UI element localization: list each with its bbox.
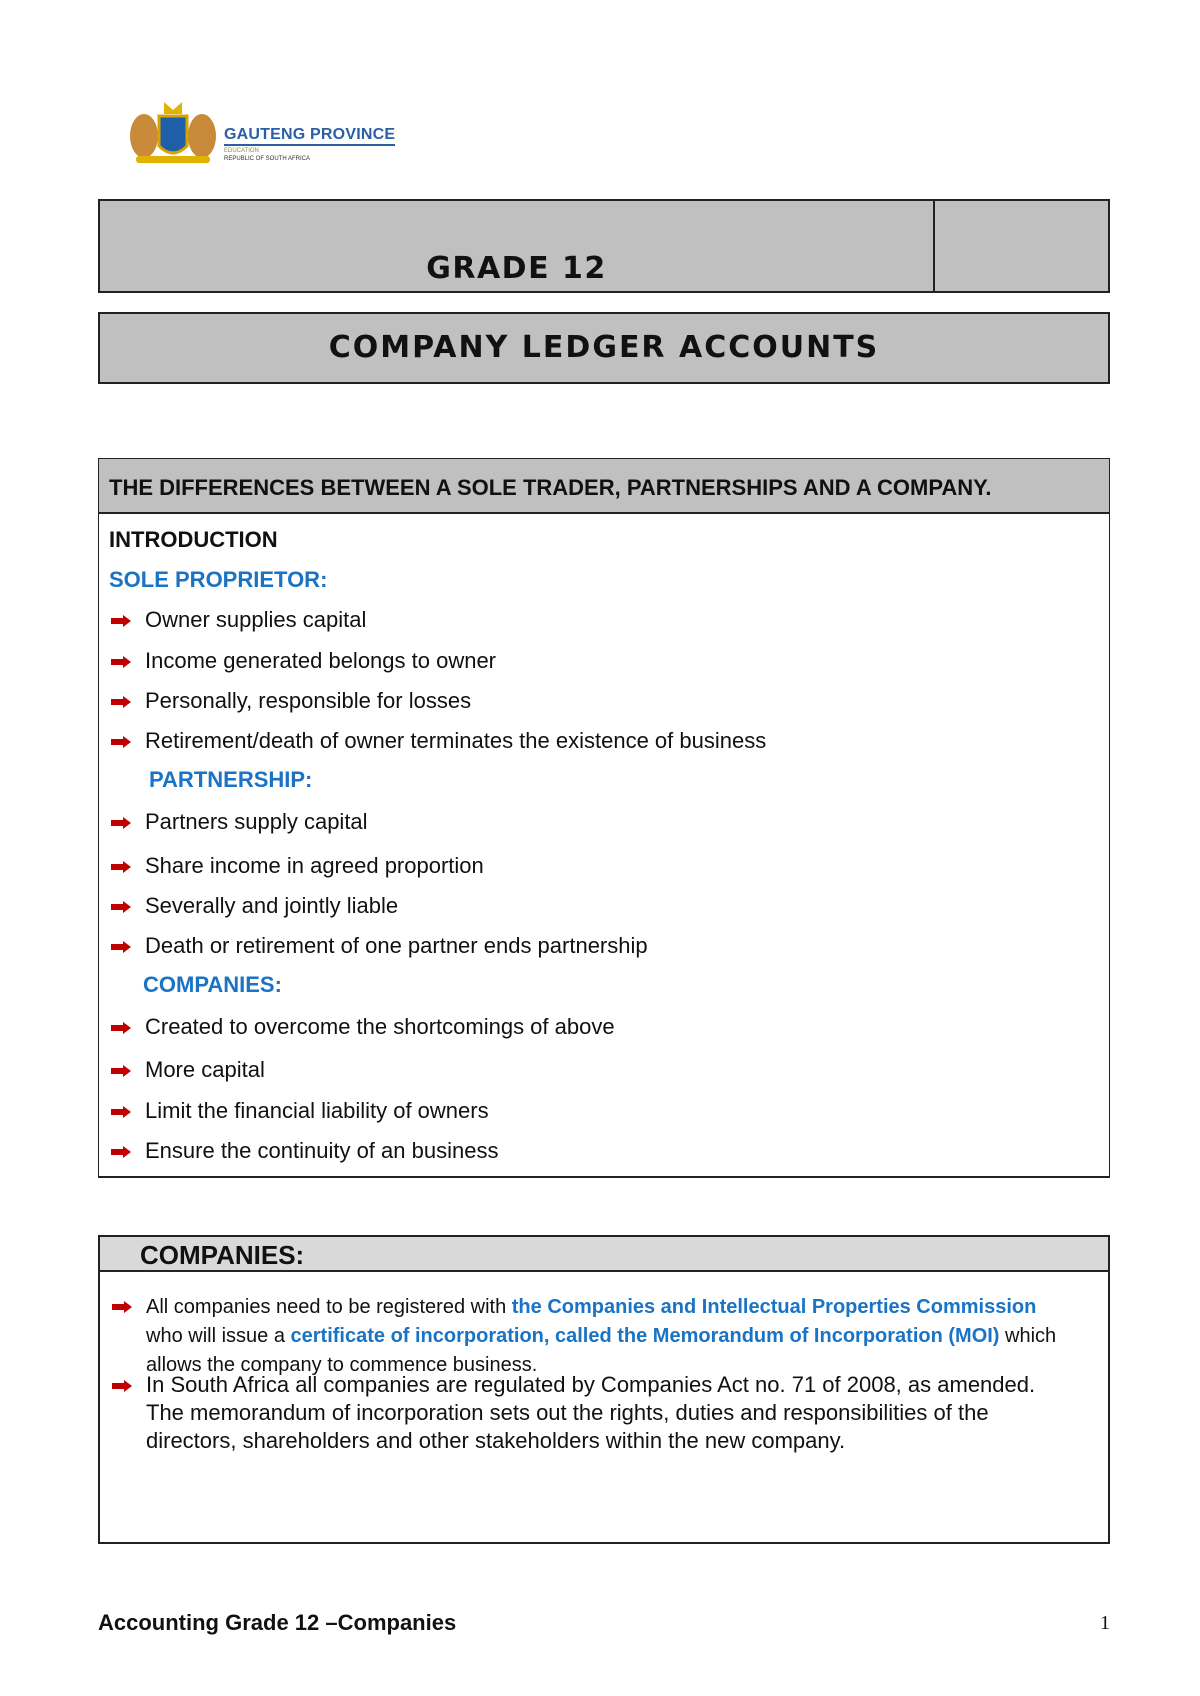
grade-box-divider bbox=[933, 201, 935, 291]
companies-paragraph-registration bbox=[146, 1293, 1066, 1380]
bullet-arrow-icon bbox=[111, 695, 131, 707]
list-item: Created to overcome the shortcomings of above bbox=[145, 1014, 615, 1039]
bullet-arrow-icon bbox=[111, 1105, 131, 1117]
list-item: More capital bbox=[145, 1057, 265, 1082]
bullet-arrow-icon bbox=[111, 900, 131, 912]
bullet-arrow-icon bbox=[111, 655, 131, 667]
bullet-arrow-icon bbox=[112, 1301, 132, 1313]
bullet-arrow-icon bbox=[111, 1021, 131, 1033]
companies-paragraph-act: In South Africa all companies are regulated by Companies Act no. 71 of 2008, as amended. The memorandum of incorporation sets out the rights, duties and responsibilities of the directors, shareholders and other stakeholders within the new company. bbox=[146, 1372, 1036, 1453]
list-item: Retirement/death of owner terminates the existence of business bbox=[145, 728, 767, 753]
footer-text: Accounting Grade 12 –Companies bbox=[98, 1610, 457, 1635]
differences-header bbox=[99, 459, 1109, 514]
partnership-heading: PARTNERSHIP: bbox=[149, 767, 313, 792]
grade-title: GRADE 12 bbox=[426, 251, 607, 286]
logo-subtitle-education: EDUCATION bbox=[224, 148, 259, 154]
text: who will issue a bbox=[146, 1325, 291, 1347]
bullet-arrow-icon bbox=[111, 816, 131, 828]
differences-heading: THE DIFFERENCES BETWEEN A SOLE TRADER, PARTNERSHIPS AND A COMPANY. bbox=[109, 475, 992, 500]
list-item: Personally, responsible for losses bbox=[145, 688, 472, 713]
bullet-arrow-icon bbox=[112, 1380, 132, 1392]
introduction-heading: INTRODUCTION bbox=[109, 527, 278, 552]
bullet-arrow-icon bbox=[111, 1064, 131, 1076]
sole-proprietor-heading: SOLE PROPRIETOR: bbox=[109, 567, 328, 592]
moi-highlight: certificate of incorporation, called the Memorandum of Incorporation (MOI) bbox=[290, 1325, 1000, 1347]
bullet-arrow-icon bbox=[111, 1145, 131, 1157]
list-item: Partners supply capital bbox=[145, 809, 368, 834]
text: All companies need to be registered with bbox=[146, 1296, 512, 1318]
cipc-highlight: the Companies and Intellectual Properties Commission bbox=[511, 1296, 1037, 1318]
bullet-arrow-icon bbox=[111, 614, 131, 626]
bullet-arrow-icon bbox=[111, 940, 131, 952]
list-item: Share income in agreed proportion bbox=[145, 853, 484, 878]
grade-header-box bbox=[98, 199, 1110, 293]
companies-header bbox=[100, 1237, 1108, 1272]
logo-title: GAUTENG PROVINCE bbox=[224, 126, 395, 146]
list-item: Death or retirement of one partner ends partnership bbox=[145, 933, 648, 958]
logo-subtitle-country: REPUBLIC OF SOUTH AFRICA bbox=[224, 156, 311, 162]
companies-heading: COMPANIES: bbox=[140, 1240, 305, 1270]
list-item: Ensure the continuity of an business bbox=[145, 1138, 499, 1163]
bullet-arrow-icon bbox=[111, 735, 131, 747]
list-item: Severally and jointly liable bbox=[145, 893, 399, 918]
list-item: Limit the financial liability of owners bbox=[145, 1098, 489, 1123]
differences-box bbox=[98, 458, 1110, 1178]
page-title: COMPANY LEDGER ACCOUNTS bbox=[328, 330, 880, 365]
companies-box bbox=[98, 1235, 1110, 1544]
companies-subheading: COMPANIES: bbox=[143, 972, 282, 997]
bullet-arrow-icon bbox=[111, 860, 131, 872]
title-box bbox=[98, 312, 1110, 384]
list-item: Income generated belongs to owner bbox=[145, 648, 497, 673]
page-number: 1 bbox=[1100, 1612, 1110, 1634]
list-item: Owner supplies capital bbox=[145, 607, 367, 632]
text: which allows the company to commence business. bbox=[146, 1325, 1057, 1376]
